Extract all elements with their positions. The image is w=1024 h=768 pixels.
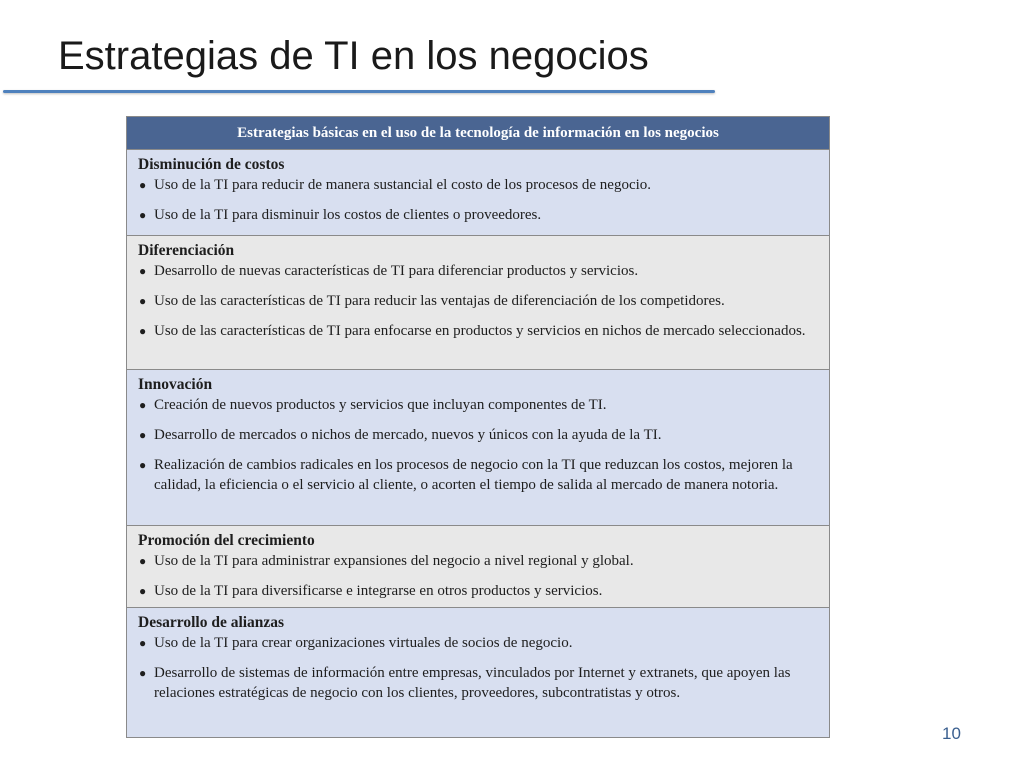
item-text: Uso de las características de TI para enfocarse en productos y servicios en nichos de mercado seleccionados. — [154, 323, 806, 339]
list-item — [138, 581, 819, 601]
section-innovation — [127, 369, 829, 525]
item-text: Realización de cambios radicales en los procesos de negocio con la TI que reduzcan los costos, mejoren la calidad, la eficiencia o el servicio al cliente, o acorten el tiempo de salida al mercado de manera notoria. — [154, 457, 793, 493]
bullet-icon: ● — [139, 294, 147, 308]
item-text: Uso de la TI para reducir de manera sustancial el costo de los procesos de negocio. — [154, 177, 652, 193]
section-cost-reduction — [127, 149, 829, 235]
title-underline — [3, 90, 715, 93]
bullet-icon: ● — [139, 666, 147, 680]
section-title: Promoción del crecimiento — [138, 532, 315, 549]
item-text: Uso de la TI para crear organizaciones virtuales de socios de negocio. — [154, 635, 573, 651]
bullet-icon: ● — [139, 636, 147, 650]
bullet-icon: ● — [139, 584, 147, 598]
section-title: Disminución de costos — [138, 156, 285, 173]
bullet-icon: ● — [139, 324, 147, 338]
page-number: 10 — [942, 724, 961, 743]
bullet-icon: ● — [139, 208, 147, 222]
item-text: Uso de la TI para disminuir los costos de clientes o proveedores. — [154, 207, 542, 223]
item-text: Uso de la TI para administrar expansiones del negocio a nivel regional y global. — [154, 553, 634, 569]
bullet-icon: ● — [139, 264, 147, 278]
slide-title: Estrategias de TI en los negocios — [58, 34, 649, 78]
list-item — [138, 425, 819, 445]
list-item — [138, 633, 819, 653]
section-alliances — [127, 607, 829, 737]
section-differentiation — [127, 235, 829, 369]
section-growth — [127, 525, 829, 607]
list-item — [138, 291, 819, 311]
item-text: Uso de las características de TI para reducir las ventajas de diferenciación de los competidores. — [154, 293, 725, 309]
list-item — [138, 455, 819, 495]
bullet-icon: ● — [139, 458, 147, 472]
bullet-icon: ● — [139, 398, 147, 412]
table-header: Estrategias básicas en el uso de la tecnología de información en los negocios — [127, 117, 829, 149]
list-item — [138, 551, 819, 571]
bullet-icon: ● — [139, 178, 147, 192]
section-title: Desarrollo de alianzas — [138, 614, 285, 631]
list-item — [138, 205, 819, 225]
section-items — [138, 261, 819, 341]
strategy-table — [126, 116, 830, 738]
list-item — [138, 261, 819, 281]
item-text: Desarrollo de sistemas de información entre empresas, vinculados por Internet y extranets, que apoyen las relaciones estratégicas de negocio con los clientes, proveedores, subcontratistas y otros. — [154, 665, 791, 701]
section-items — [138, 395, 819, 495]
section-items — [138, 551, 819, 601]
bullet-icon: ● — [139, 554, 147, 568]
item-text: Creación de nuevos productos y servicios que incluyan componentes de TI. — [154, 397, 607, 413]
item-text: Desarrollo de mercados o nichos de mercado, nuevos y únicos con la ayuda de la TI. — [154, 427, 662, 443]
list-item — [138, 395, 819, 415]
section-items — [138, 633, 819, 703]
bullet-icon: ● — [139, 428, 147, 442]
item-text: Desarrollo de nuevas características de TI para diferenciar productos y servicios. — [154, 263, 639, 279]
item-text: Uso de la TI para diversificarse e integrarse en otros productos y servicios. — [154, 583, 603, 599]
list-item — [138, 321, 819, 341]
section-title: Diferenciación — [138, 242, 235, 259]
section-items — [138, 175, 819, 225]
list-item — [138, 663, 819, 703]
section-title: Innovación — [138, 376, 213, 393]
list-item — [138, 175, 819, 195]
